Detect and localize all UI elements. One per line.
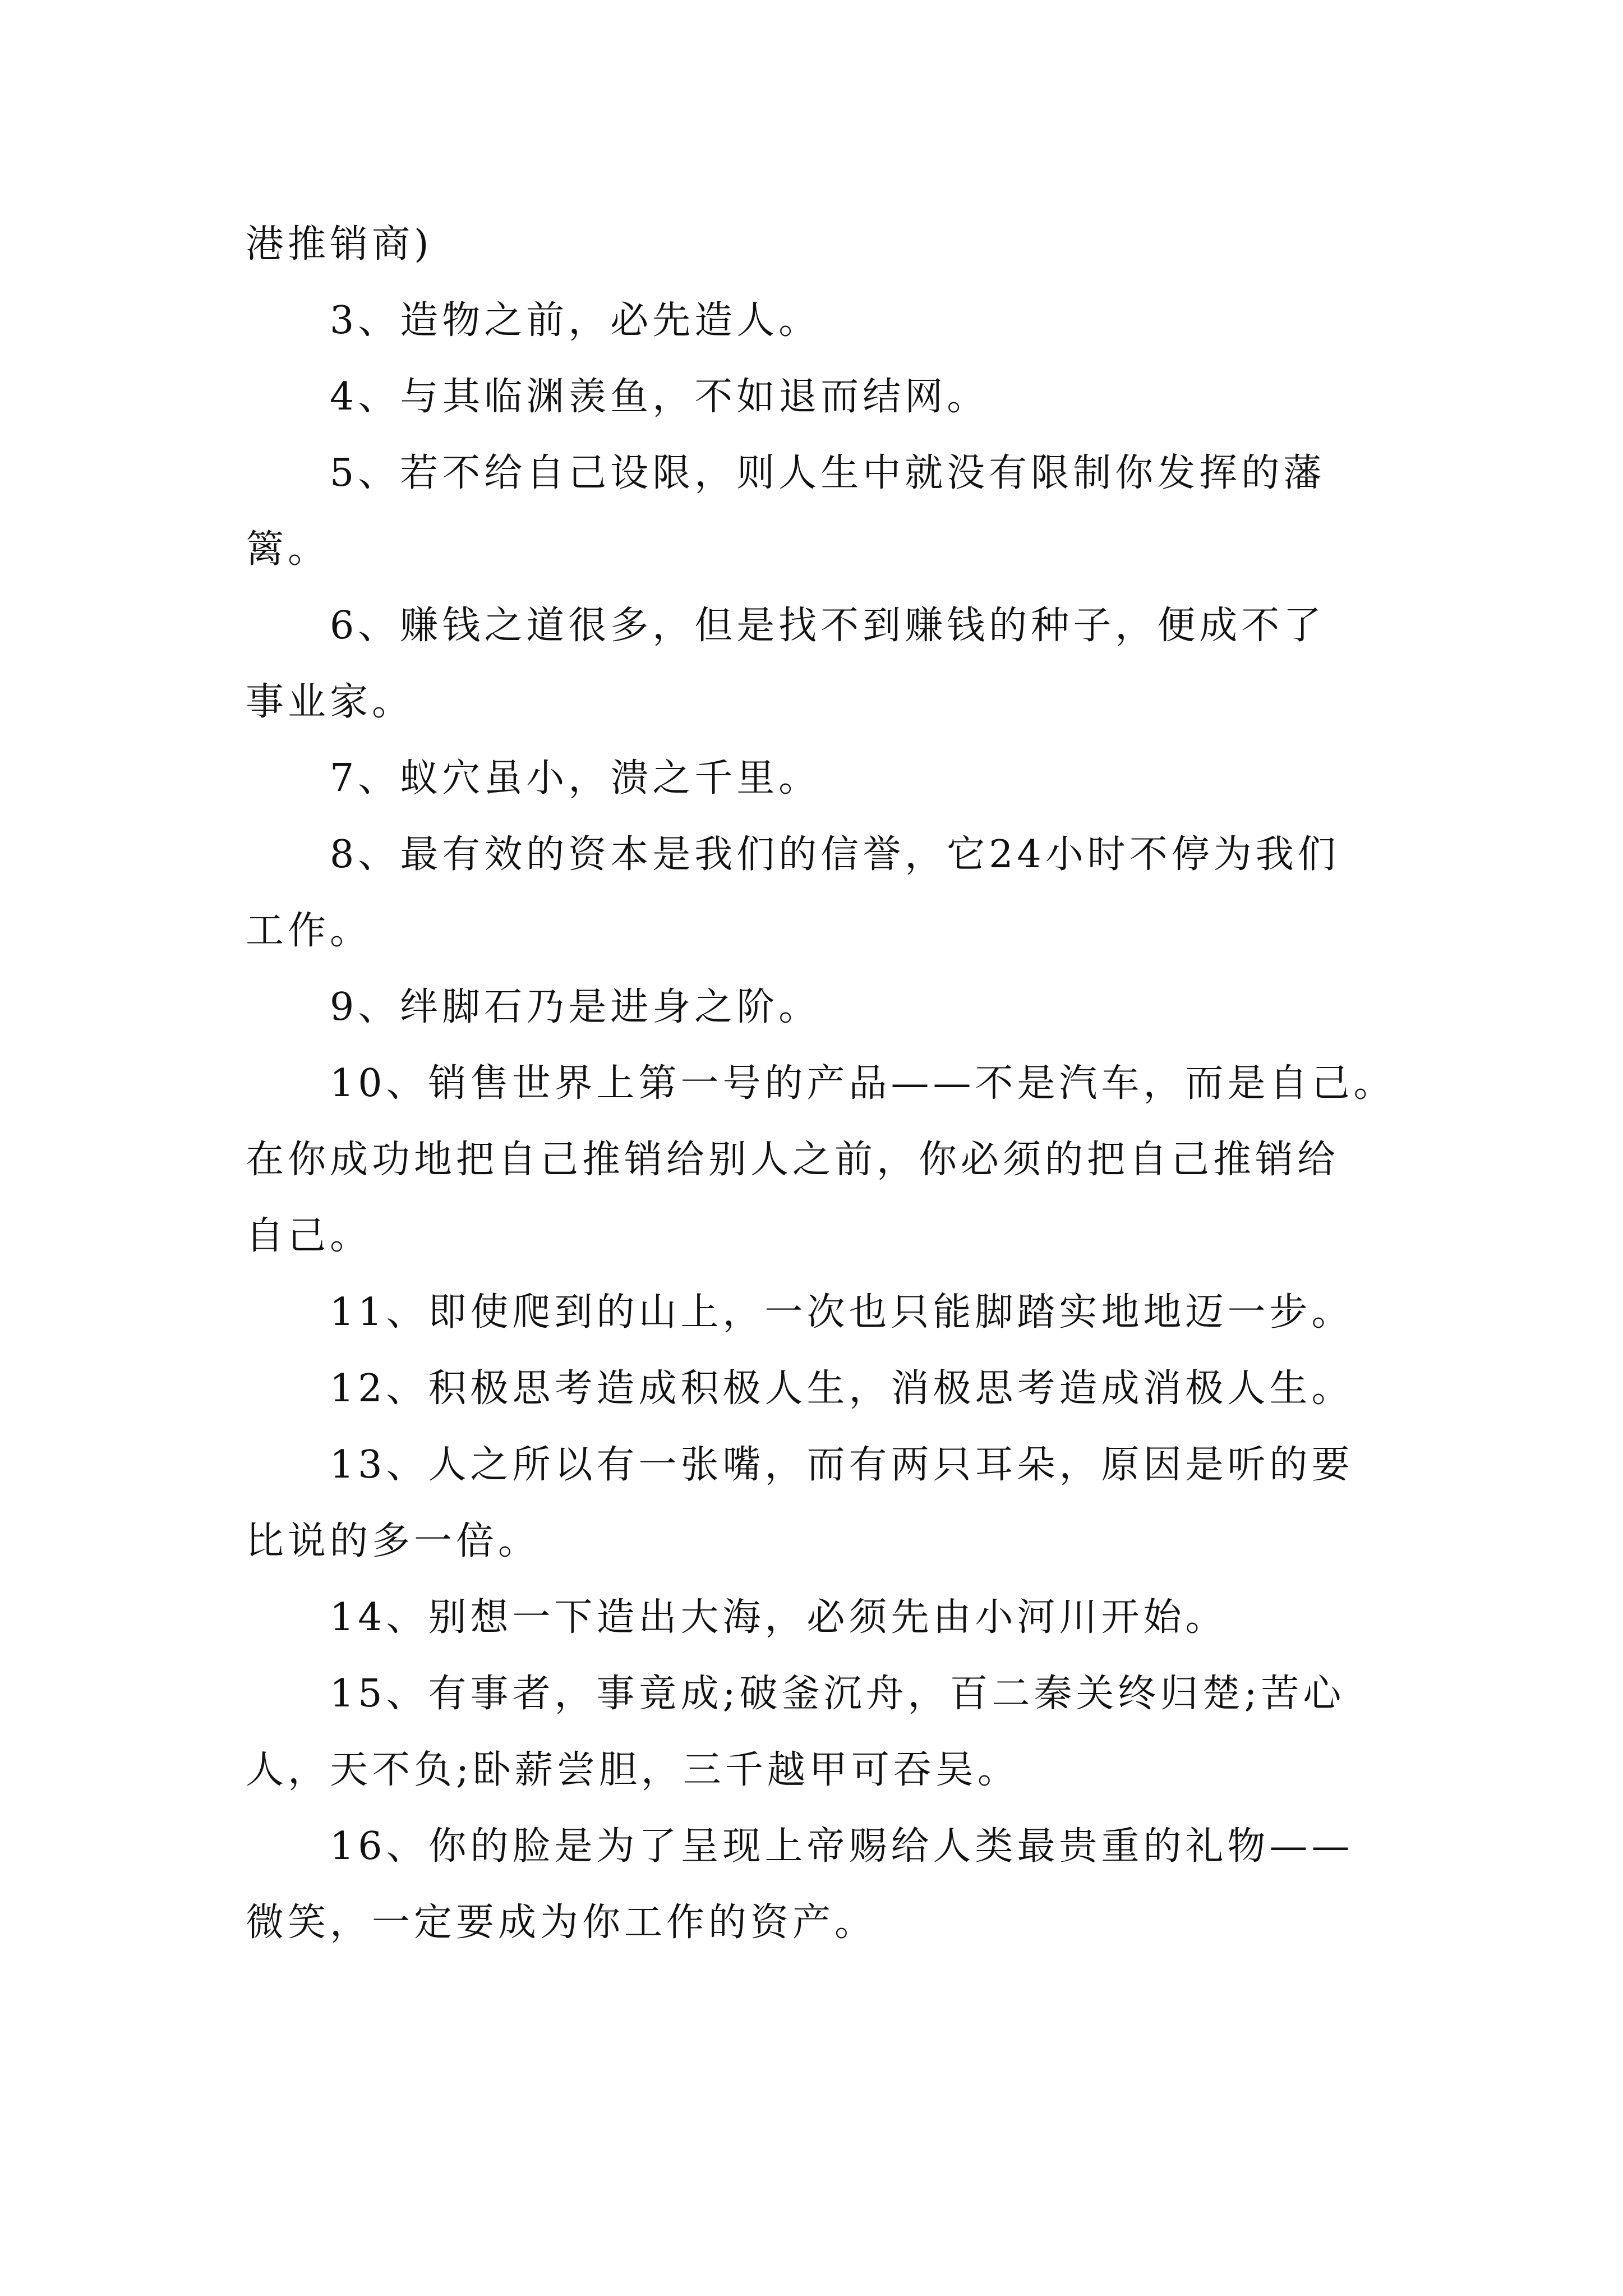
text-line: 10、销售世界上第一号的产品——不是汽车，而是自己。: [330, 1061, 1396, 1106]
text-line: 在你成功地把自己推销给别人之前，你必须的把自己推销给: [246, 1138, 1340, 1182]
text-line: 8、最有效的资本是我们的信誉，它24小时不停为我们: [330, 832, 1340, 877]
text-line: 篱。: [246, 527, 330, 572]
text-line: 13、人之所以有一张嘴，而有两只耳朵，原因是听的要: [330, 1443, 1354, 1487]
text-line: 7、蚁穴虽小，溃之千里。: [330, 756, 821, 800]
text-line: 工作。: [246, 909, 372, 953]
text-line: 自己。: [246, 1214, 372, 1258]
text-line: 人，天不负;卧薪尝胆，三千越甲可吞吴。: [246, 1748, 1020, 1792]
document-body: [246, 206, 1401, 1961]
text-line: 微笑，一定要成为你工作的资产。: [246, 1901, 877, 1945]
text-line: 14、别想一下造出大海，必须先由小河川开始。: [330, 1595, 1228, 1640]
text-line: 比说的多一倍。: [246, 1519, 541, 1563]
text-line: 事业家。: [246, 680, 414, 724]
text-line: 15、有事者，事竟成;破釜沉舟，百二秦关终归楚;苦心: [330, 1672, 1345, 1716]
text-line: 4、与其临渊羡鱼，不如退而结网。: [330, 375, 989, 419]
text-line: 5、若不给自己设限，则人生中就没有限制你发挥的藩: [330, 451, 1326, 495]
text-line: 12、积极思考造成积极人生，消极思考造成消极人生。: [330, 1366, 1354, 1411]
text-line: 11、即使爬到的山上，一次也只能脚踏实地地迈一步。: [330, 1290, 1354, 1335]
text-line: 6、赚钱之道很多，但是找不到赚钱的种子，便成不了: [330, 604, 1326, 648]
text-line: 港推销商): [246, 222, 433, 266]
text-line: 16、你的脸是为了呈现上帝赐给人类最贵重的礼物——: [330, 1824, 1354, 1869]
text-line: 9、绊脚石乃是进身之阶。: [330, 985, 821, 1029]
text-line: 3、造物之前，必先造人。: [330, 298, 821, 343]
